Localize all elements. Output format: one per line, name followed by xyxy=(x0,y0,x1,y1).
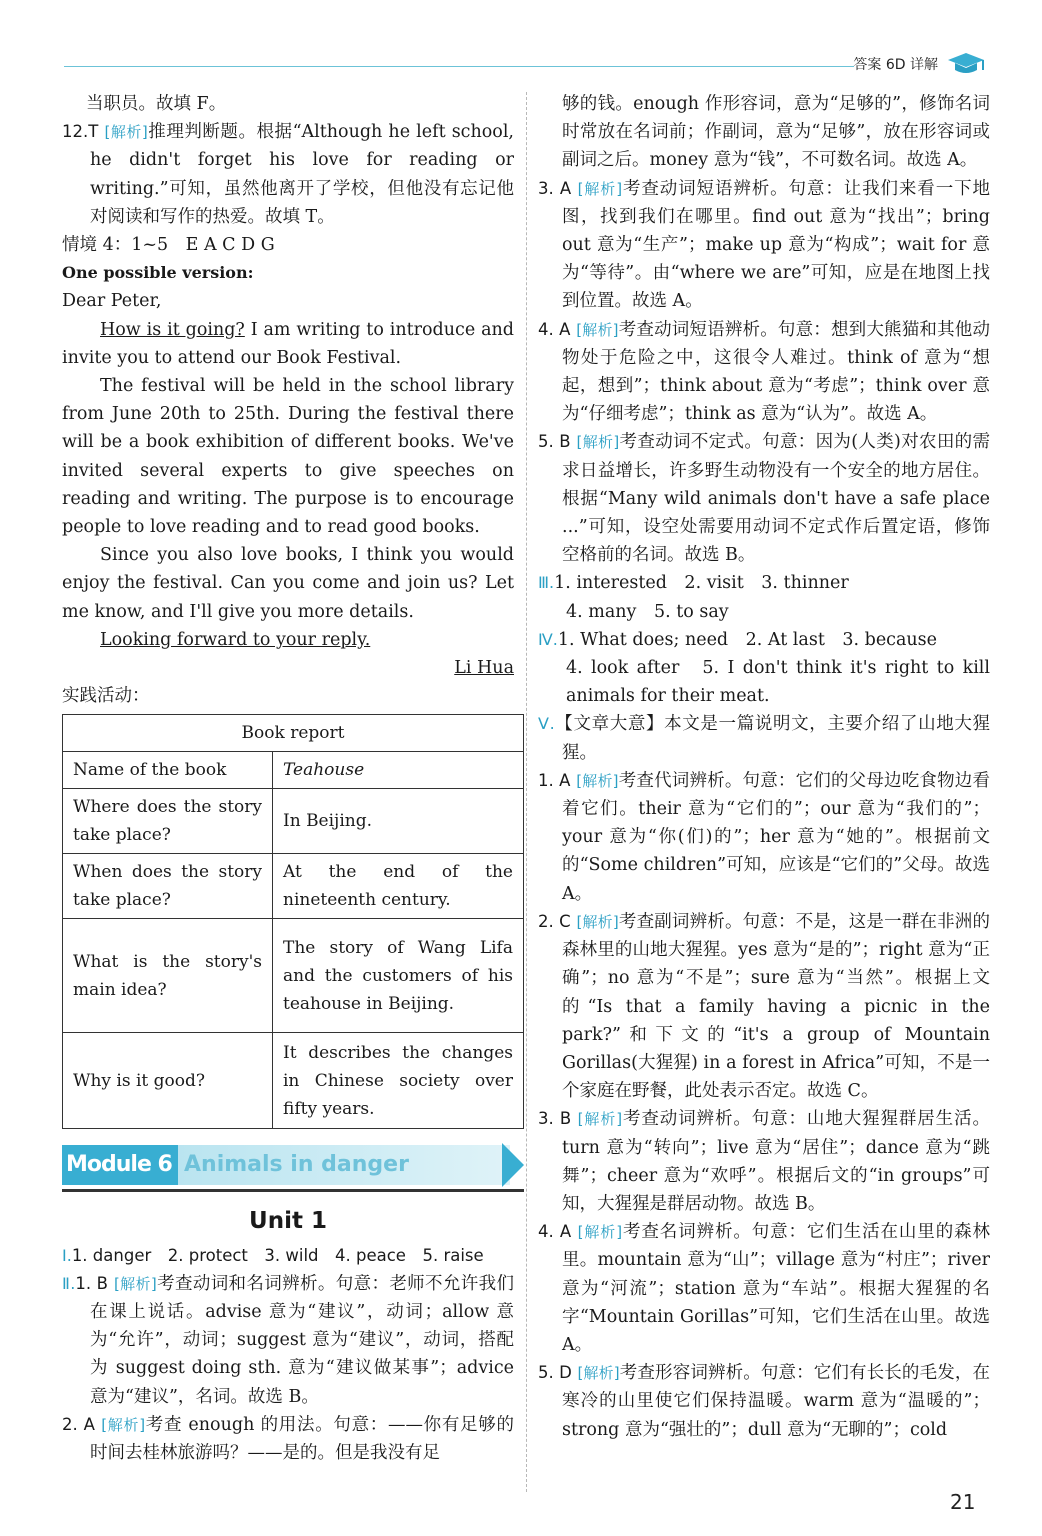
answer-5 xyxy=(538,428,990,569)
table-cell-question: When does the story take place? xyxy=(63,854,273,919)
answer-3 xyxy=(538,175,990,316)
analysis-tag: [解析] xyxy=(104,123,148,142)
section-5-intro: Ⅴ.【文章大意】本文是一篇说明文，主要介绍了山地大猩猩。 xyxy=(538,714,991,763)
module-title: Animals in danger xyxy=(170,1145,510,1185)
answer-v1 xyxy=(538,767,990,908)
text-continuation: 够的钱。enough 作形容词，意为“足够的”，修饰名词时常放在名词前；作副词，意为“足够”，放在形容词或副词之后。money 意为“钱”，不可数名词。故选 A。 xyxy=(562,94,990,171)
module-rule xyxy=(62,1189,524,1192)
answer-explanation: 推理判断题。根据“Although he left school, he didn't forget his love for reading or writing.”可知，虽然他离开了学校，但他没有忘记他对阅读和写作的热爱。故填 T。 xyxy=(90,122,514,227)
question-number: 3. B xyxy=(538,1109,572,1129)
section-2-q2 xyxy=(62,1411,514,1467)
module-label: Module 6 xyxy=(62,1145,178,1185)
letter-paragraph-3: Since you also love books, I think you would enjoy the festival. Can you come and join us? Let me know, and I'll give you more details. xyxy=(62,545,514,622)
question-number: 5. D xyxy=(538,1363,572,1383)
section-4-line-1: Ⅳ.1. What does; need 2. At last 3. because xyxy=(538,629,938,650)
section-1: Ⅰ.1. danger 2. protect 3. wild 4. peace 5. raise xyxy=(62,1245,484,1265)
answer-explanation: 考查代词辨析。句意：它们的父母边吃食物边看着它们。their 意为“它们的”；our 意为“我们的”；your 意为“你(们)的”；her 意为“她的”。根据前文的“Some children”可知，应该是“它们的”父母。故选 A。 xyxy=(562,770,990,904)
analysis-tag: [解析] xyxy=(101,1415,146,1434)
answer-explanation: 考查 enough 的用法。句意：——你有足够的时间去桂林旅游吗？——是的。但是我没有足 xyxy=(90,1414,514,1464)
situation-answer: 情境 4：1~5 E A C D G xyxy=(62,235,275,256)
table-cell-answer: Teahouse xyxy=(273,752,524,789)
table-cell-question: What is the story's main idea? xyxy=(63,919,273,1033)
section-number: Ⅲ. xyxy=(538,573,555,593)
text-line: 当职员。故填 F。 xyxy=(86,94,227,114)
section-2-q1 xyxy=(62,1270,514,1411)
answer-explanation: 考查动词辨析。句意：山地大猩猩群居生活。turn 意为“转向”；live 意为“居住”；dance 意为“跳舞”；cheer 意为“欢呼”。根据后文的“in groups”可知，大猩猩是群居动物。故选 B。 xyxy=(562,1109,990,1214)
analysis-tag: [解析] xyxy=(576,433,620,452)
page-number: 21 xyxy=(950,1490,976,1514)
unit-title: Unit 1 xyxy=(249,1208,327,1235)
table-row xyxy=(63,1033,524,1129)
left-column xyxy=(62,90,514,1467)
table-cell-answer: It describes the changes in Chinese society over fifty years. xyxy=(273,1033,524,1129)
section-number: Ⅱ. xyxy=(62,1273,76,1293)
book-report-table xyxy=(62,714,524,1129)
analysis-tag: [解析] xyxy=(113,1274,157,1293)
letter-signature: Li Hua xyxy=(454,658,514,679)
section-4-line-2: 4. look after 5. I don't think it's right to kill animals for their meat. xyxy=(566,658,990,707)
question-number: 3. A xyxy=(538,178,572,198)
table-row xyxy=(63,752,524,789)
table-title: Book report xyxy=(63,715,524,752)
question-number: 1. B xyxy=(75,1273,108,1293)
activity-label: 实践活动： xyxy=(62,686,150,707)
answer-explanation: 考查动词和名词辨析。句意：老师不允许我们在课上说话。advise 意为“建议”，动词；allow 意为“允许”，动词；suggest 意为“建议”，动词，搭配为 suggest doing sth. 意为“建议做某事”；advice 意为“建议”，名词。故选 B。 xyxy=(90,1273,514,1407)
table-row xyxy=(63,854,524,919)
section-3-line-2: 4. many 5. to say xyxy=(566,601,729,622)
graduation-cap-icon xyxy=(944,50,988,78)
arrow-icon xyxy=(502,1143,524,1187)
section-number: Ⅰ. xyxy=(62,1245,72,1265)
letter-paragraph-1: How is it going? I am writing to introduce and invite you to attend our Book Festival. xyxy=(62,319,514,368)
question-number: 12.T xyxy=(62,122,99,142)
column-divider xyxy=(526,92,527,1492)
answer-4 xyxy=(538,316,990,429)
table-cell-answer: In Beijing. xyxy=(273,789,524,854)
answer-v2 xyxy=(538,908,990,1105)
analysis-tag: [解析] xyxy=(577,179,623,198)
analysis-tag: [解析] xyxy=(577,1364,620,1383)
question-number: 4. A xyxy=(538,319,571,339)
analysis-tag: [解析] xyxy=(577,1223,623,1242)
page-header xyxy=(64,52,994,82)
header-title: 答案 6D 详解 xyxy=(853,57,938,73)
right-column xyxy=(538,90,990,1444)
letter-greeting: Dear Peter, xyxy=(62,291,162,312)
answer-explanation: 考查动词短语辨析。句意：想到大熊猫和其他动物处于危险之中，这很令人难过。think of 意为“想起，想到”；think about 意为“考虑”；think over 意为“仔细考虑”；think as 意为“认为”。故选 A。 xyxy=(562,319,990,425)
letter-paragraph-2: The festival will be held in the school library from June 20th to 25th. During the festival there will be a book exhibition of different books. We've invited several experts to give speeches on reading and writing. The purpose is to encourage people to love reading and to read good books. xyxy=(62,376,514,538)
table-cell-question: Why is it good? xyxy=(63,1033,273,1129)
answer-explanation: 考查形容词辨析。句意：它们有长长的毛发，在寒冷的山里使它们保持温暖。warm 意为“温暖的”；strong 意为“强壮的”；dull 意为“无聊的”；cold xyxy=(562,1363,990,1440)
answer-12 xyxy=(62,118,514,231)
section-number: Ⅳ. xyxy=(538,629,558,649)
table-cell-question: Where does the story take place? xyxy=(63,789,273,854)
question-number: 1. A xyxy=(538,770,571,790)
answer-explanation: 考查名词辨析。句意：它们生活在山里的森林里。mountain 意为“山”；village 意为“村庄”；river 意为“河流”；station 意为“车站”。根据大猩猩的名字“Mountain Gorillas”可知，它们生活在山里。故选 A。 xyxy=(562,1222,990,1355)
analysis-tag: [解析] xyxy=(576,320,619,339)
question-number: 4. A xyxy=(538,1222,572,1242)
underlined-phrase: How is it going? xyxy=(100,319,245,340)
table-cell-answer: The story of Wang Lifa and the customers of his teahouse in Beijing. xyxy=(273,919,524,1033)
answer-explanation: 考查动词短语辨析。句意：让我们来看一下地图，找到我们在哪里。find out 意为“找出”；bring out 意为“生产”；make up 意为“构成”；wait for 意为“等待”。由“where we are”可知，应是在地图上找到位置。故选 A。 xyxy=(562,178,990,312)
answer-explanation: 考查副词辨析。句意：不是，这是一群在非洲的森林里的山地大猩猩。yes 意为“是的”；right 意为“正确”；no 意为“不是”；sure 意为“当然”。根据上文的“Is that a family having a picnic in the park?”和下文的“it's a group of Mountain Gorillas(大猩猩) in a forest in Africa”可知，不是一个家庭在野餐，此处表示否定。故选 C。 xyxy=(562,911,990,1102)
question-number: 2. A xyxy=(62,1414,95,1434)
analysis-tag: [解析] xyxy=(576,912,619,931)
table-cell-question: Name of the book xyxy=(63,752,273,789)
header-rule xyxy=(64,66,854,67)
table-row xyxy=(63,919,524,1033)
table-row xyxy=(63,789,524,854)
answer-v4 xyxy=(538,1218,990,1359)
analysis-tag: [解析] xyxy=(577,1110,623,1129)
question-number: 5. B xyxy=(538,432,571,452)
section-number: Ⅴ. xyxy=(538,714,555,734)
analysis-tag: [解析] xyxy=(576,771,619,790)
table-cell-answer: At the end of the nineteenth century. xyxy=(273,854,524,919)
module-banner xyxy=(62,1139,524,1189)
version-label: One possible version: xyxy=(62,263,254,283)
question-number: 2. C xyxy=(538,911,571,931)
answer-v3 xyxy=(538,1105,990,1218)
section-3-line-1: Ⅲ.1. interested 2. visit 3. thinner xyxy=(538,573,849,594)
letter-closing: Looking forward to your reply. xyxy=(100,629,371,650)
answer-explanation: 考查动词不定式。句意：因为(人类)对农田的需求日益增长，许多野生动物没有一个安全的地方居住。根据“Many wild animals don't have a safe place ...”可知，设空处需要用动词不定式作后置定语，修饰空格前的名词。故选 B。 xyxy=(562,432,990,566)
answer-v5 xyxy=(538,1359,990,1444)
